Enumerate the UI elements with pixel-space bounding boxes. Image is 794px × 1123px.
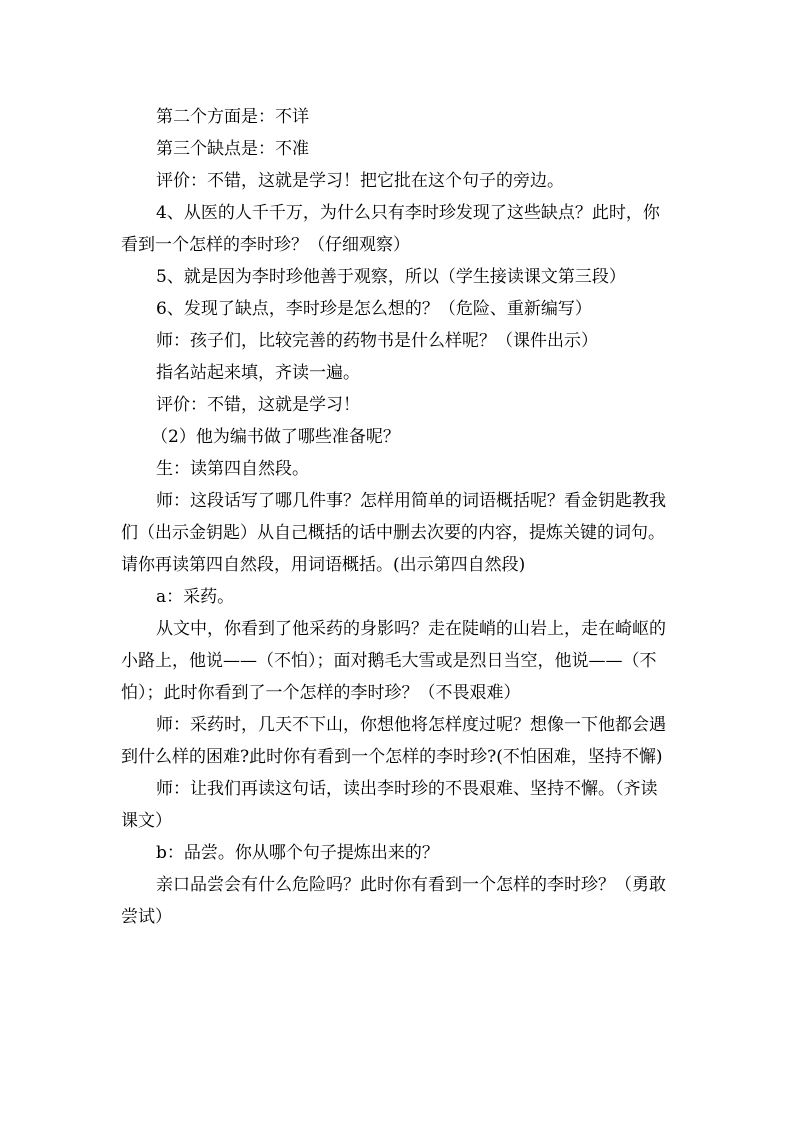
paragraph-teacher-summary: 师：这段话写了哪几件事？怎样用简单的词语概括呢？看金钥匙教我们（出示金钥匙）从自己概括的话中删去次要的内容，提炼关键的词句。请你再读第四自然段，用词语概括。(出示第四自然段)	[121, 491, 666, 575]
paragraph-item-five: 5、就是因为李时珍他善于观察，所以（学生接读课文第三段）	[156, 267, 626, 287]
paragraph-section-two: （2）他为编书做了哪些准备呢？	[151, 427, 400, 447]
paragraph-student-reading: 生：读第四自然段。	[156, 459, 309, 479]
paragraph-instruction: 指名站起来填，齐读一遍。	[156, 363, 360, 383]
paragraph-teacher-imagine: 师：采药时，几天不下山，你想他将怎样度过呢？想像一下他都会遇到什么样的困难?此时你有看到一个怎样的李时珍?(不怕困难，坚持不懈)	[121, 715, 666, 767]
paragraph-tasting-risk: 亲口品尝会有什么危险吗？此时你有看到一个怎样的李时珍？（勇敢尝试）	[121, 875, 666, 927]
paragraph-flaw-three: 第三个缺点是：不准	[156, 139, 309, 159]
paragraph-evaluation-two: 评价：不错，这就是学习！	[156, 395, 360, 415]
paragraph-item-six: 6、发现了缺点，李时珍是怎么想的？（危险、重新编写）	[156, 299, 592, 319]
paragraph-herb-gathering: 从文中，你看到了他采药的身影吗？走在陡峭的山岩上，走在崎岖的小路上，他说——（不怕）；面对鹅毛大雪或是烈日当空，他说——（不怕）；此时你看到了一个怎样的李时珍？（不畏艰难）	[121, 619, 666, 703]
paragraph-teacher-reread: 师：让我们再读这句话，读出李时珍的不畏艰难、坚持不懈。（齐读课文）	[121, 779, 658, 831]
paragraph-aspect-two: 第二个方面是：不详	[156, 107, 309, 127]
document-body	[121, 101, 673, 933]
paragraph-evaluation-one: 评价：不错，这就是学习！把它批在这个句子的旁边。	[156, 171, 564, 191]
paragraph-question-four: 4、从医的人千千万，为什么只有李时珍发现了这些缺点？此时，你看到一个怎样的李时珍？（仔细观察）	[121, 203, 660, 255]
paragraph-point-b: b：品尝。你从哪个句子提炼出来的？	[156, 843, 439, 863]
paragraph-teacher-question: 师：孩子们，比较完善的药物书是什么样呢？（课件出示）	[156, 331, 598, 351]
paragraph-point-a: a：采药。	[156, 587, 235, 607]
